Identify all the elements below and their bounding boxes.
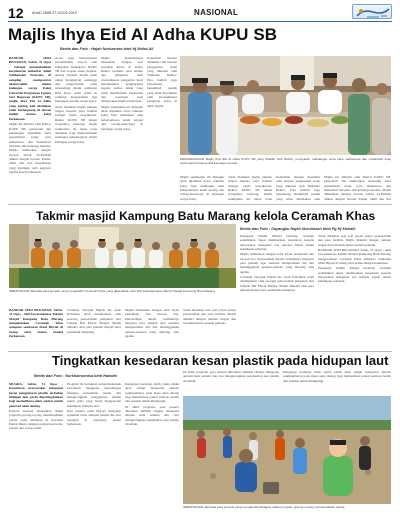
article3-column-4: Di akhir program, para peserta diberikan taklimat ringkas mengenai amalan kitar semula dan cara mengurangkan penghasilan sisa plastik di rumah. <box>183 370 279 383</box>
article2-column-3: Majlis dimulakan dengan solat Isyak berjemaah dan bacaan doa. Penceramah dalam ceramahnya menyeru para jemaah agar sentiasa memperbaiki diri dan meninggalkan perkara-perkara yang dilarang oleh agama. <box>125 308 179 339</box>
article3-column-5: Penganjur berharap lebih ramai pihak akan tampil menyertai aktiviti seumpamanya pada masa akan datang bagi memastikan pantai sentiasa bersih dan selamat untuk dikunjungi. <box>283 370 391 383</box>
byline-article2: Berita dan Foto : Dayangku Hajah Nurulnisah binti Pg Hj Mahalil <box>240 227 356 231</box>
newspaper-logo <box>352 4 392 19</box>
byline-article3: Berita dan Foto : Nurkhairunnisa binti Hamdin <box>34 374 118 378</box>
article1-column-7: Kehadiran mereka disambut oleh barisan pengurusan kolej yang diketuai oleh Timbalan Rektor. Para hadirin juga berpeluang menikmati juadah yang telah disediakan oleh <box>276 175 320 201</box>
article3-column-3: Penganjur berharap lebih ramai pihak akan tampil menyertai aktiviti seumpamanya pada masa akan datang bagi memastikan pantai sentiasa bersih dan selamat untuk dikunjungi. Di akhir program, para peserta diberikan taklimat ringkas mengenai amalan kitar semula dan cara mengurangkan penghasilan sisa plastik di rumah. <box>125 382 179 427</box>
issue-date: AHAD 18HB 27 OGOS 2019 <box>32 11 77 15</box>
photo-beach-cleanup <box>183 396 391 504</box>
headline-kesan-plastik: Tingkatkan kesedaran kesan plastik pada hidupan laut <box>52 353 389 368</box>
section-name: NASIONAL <box>194 8 239 17</box>
article2-column-6: Turut diadakan sesi soal jawab antara penceramah dan para hadirin. Majlis diakhiri dengan jamuan ringan dan beramah mesra sesama jemaah. BANDAR SERI BEGAWAN, Sabtu, 31 Ogos - Ahli Jawatankuasa Takmir Masjid Kampung Batu Marang mengelolakan Ceramah Khas sempena sambutan Maal Hijrah di ruang solat utama masjid berkenaan. Pengerusi Takmir Masjid berharap ceramah sedemikian dapat memberikan kesedaran kepada masyarakat mengenai erti sebenar hijrah dalam kehidupan seharian. <box>318 234 391 284</box>
article2-column-1: BANDAR SERI BEGAWAN, Sabtu, 31 Ogos - Ahli Jawatankuasa Takmir Masjid Kampung Batu Marang mengelolakan Ceramah Khas sempena sambutan Maal Hijrah di ruang solat utama masjid berkenaan. <box>9 308 63 339</box>
article2-column-2: Ceramah bertajuk Hijrah Ke Arah Kebaikan telah disampaikan oleh seorang penceramah jemputan dari Jabatan Hal Ehwal Masjid. Majlis dihadiri oleh para jemaah masjid serta penduduk kampung. <box>67 308 121 334</box>
article3-column-1: MUARA, Sabtu, 31 Ogos - Kesedaran masyarakat mengenai kesan penggunaan plastik terhadap hidupan laut perlu dipertingkatkan bagi memelihara alam sekitar untuk generasi akan datang. Perkara tersebut ditekankan dalam program gotong-royong membersihkan pantai yang diadakan di kawasan Pantai Muara dengan penyertaan belia, pelajar dan orang ramai. <box>9 382 63 431</box>
page-number: 12 <box>8 5 24 21</box>
byline-article1: Berita dan Foto : Hajah Norhazrina binti Hj Mohd Ali <box>60 47 154 51</box>
photo-majlis-ihya <box>180 56 391 155</box>
article1-column-6: Turut diadakan majlis jamuan ringan kepada para hadirin sebagai tanda kesyukuran. Rektor KUPU SB dalam ucapannya berharap majlis seumpama ini dapat terus <box>228 175 272 201</box>
divider-2 <box>8 351 392 352</box>
photo-ceramah-khas <box>9 224 236 288</box>
caption-article2: SEBAHAGIAN daripada para jemaah yang menghadiri Ceramah Khas yang dikelolakan oleh Ahli Jawatankuasa Takmir Masjid Kampung Batu Marang. <box>9 290 216 293</box>
article2-column-4: Turut diadakan sesi soal jawab antara penceramah dan para hadirin. Majlis diakhiri dengan jamuan ringan dan beramah mesra sesama jemaah. <box>183 308 236 326</box>
article1-column-5: Majlis seumpama ini dijangka akan dijadikan acara tahunan kolej bagi memupuk nilai kebersamaan, kasih sayang dan tolong-menolong di kalangan warga kolej. <box>180 175 224 201</box>
page-header <box>8 6 392 22</box>
article1-column-3: Majlis kemudiannya diteruskan dengan sesi beramah mesra di antara Rektor bersama para tetamu dan jemputan. Ahli jawatankuasa penganjur turut merakamkan penghargaan kepada semua pihak yang telah memberikan kerjasama dan sokongan bagi menjayakan majlis berkenaan. Majlis seumpama ini dijangka akan dijadikan acara tahunan kolej bagi memupuk nilai kebersamaan, kasih sayang dan tolong-menolong di kalangan warga kolej. <box>101 56 143 131</box>
article3-column-2: Program ini bertujuan untuk memupuk kesedaran mengenai kepentingan menjaga kebersihan pantai dan mengurangkan penggunaan plastik sekali guna yang boleh mengancam kehidupan hidupan laut. Para peserta telah berjaya mengutip sejumlah besar sampah plastik dan sisa buangan di sepanjang pantai berkenaan. <box>67 382 121 427</box>
caption-article3: SEBAHAGIAN daripada para peserta yang mengambil bahagian dalam program gotong-royong membersihkan pantai. <box>183 506 346 509</box>
caption-article1: PEMANDANGAN Majlis Ihya Eid Al Adha KUPU SB yang dihadiri oleh Rektor, pensyarah, kakitangan serta para mahasiswa dan mahasiswi kolej berkenaan bersama ahli keluarga mereka. <box>180 158 391 165</box>
headline-majlis-ihya: Majlis Ihya Eid Al Adha KUPU SB <box>8 25 278 44</box>
headline-takmir-masjid: Takmir masjid Kampung Batu Marang kelola Ceramah Khas <box>36 209 376 223</box>
article1-column-4: Kehadiran mereka disambut oleh barisan pengurusan kolej yang diketuai oleh Timbalan Rektor. Para hadirin juga berpeluang menikmati juadah yang telah disediakan oleh jawatankuasa kebajikan kolej di akhir majlis. <box>147 56 177 108</box>
article1-column-1: BANDAR SERI BEGAWAN, Sabtu, 31 Ogos - Sebagai menambahkan kesyukuran kehadrat Allah Subhanahu Wata'ala, di samping mempererat silaturrahim dalam kalangan warga Kolej Universiti Perguruan Ugama Seri Begawan (KUPU SB), majlis Ihya Eid Al Adha yang julung kali diadakan telah berlangsung di dewan kuliah utama kolej berkenaan. Majlis ini dihadiri oleh Rektor KUPU SB, pensyarah dan kakitangan akademik serta pentadbiran kolej, para mahasiswa dan mahasiswi bersama ahli keluarga mereka. Majlis dimulakan dengan bacaan Surah Al-Fatihah diikuti dengan bacaan Yassin, tahlil dan doa kesyukuran yang dipimpin oleh pegawai ugama kolej berkenaan. <box>9 56 51 174</box>
article1-column-8: Majlis ini dihadiri oleh Rektor KUPU SB, pensyarah dan kakitangan akademik serta pentadbiran kolej, para mahasiswa dan mahasiswi bersama ahli keluarga mereka. Majlis dimulakan dengan bacaan Surah Al-Fatihah diikuti dengan bacaan Yassin, tahlil dan doa <box>324 175 391 201</box>
article2-column-5: Pengerusi Takmir Masjid berharap ceramah sedemikian dapat memberikan kesedaran kepada masyarakat mengenai erti sebenar hijrah dalam kehidupan seharian. Majlis dimulakan dengan solat Isyak berjemaah dan bacaan doa. Penceramah dalam ceramahnya menyeru para jemaah agar sentiasa memperbaiki diri dan meninggalkan perkara-perkara yang dilarang oleh agama. Ceramah bertajuk Hijrah Ke Arah Kebaikan telah disampaikan oleh seorang penceramah jemputan dari Jabatan Hal Ehwal Masjid. Majlis dihadiri oleh para jemaah masjid serta penduduk kampung. <box>240 234 314 293</box>
article1-column-2: Acara juga menyaksikan persembahan nasyid oleh kumpulan mahasiswa KUPU SB dan ucapan aluan ringkas. Antara objektif majlis ialah untuk menghayati semangat dan pengorbanan yang terkandung dalam sambutan Hari Raya Aidil Adha di samping mengeratkan lagi hubungan sesama warga kolej. Turut diadakan majlis jamuan ringan kepada para hadirin sebagai tanda kesyukuran. Rektor KUPU SB dalam ucapannya berharap majlis seumpama ini dapat terus diadakan bagi memperkukuh semangat kekeluargaan dalam kalangan warga kolej. <box>55 56 97 144</box>
divider-1 <box>8 204 392 205</box>
